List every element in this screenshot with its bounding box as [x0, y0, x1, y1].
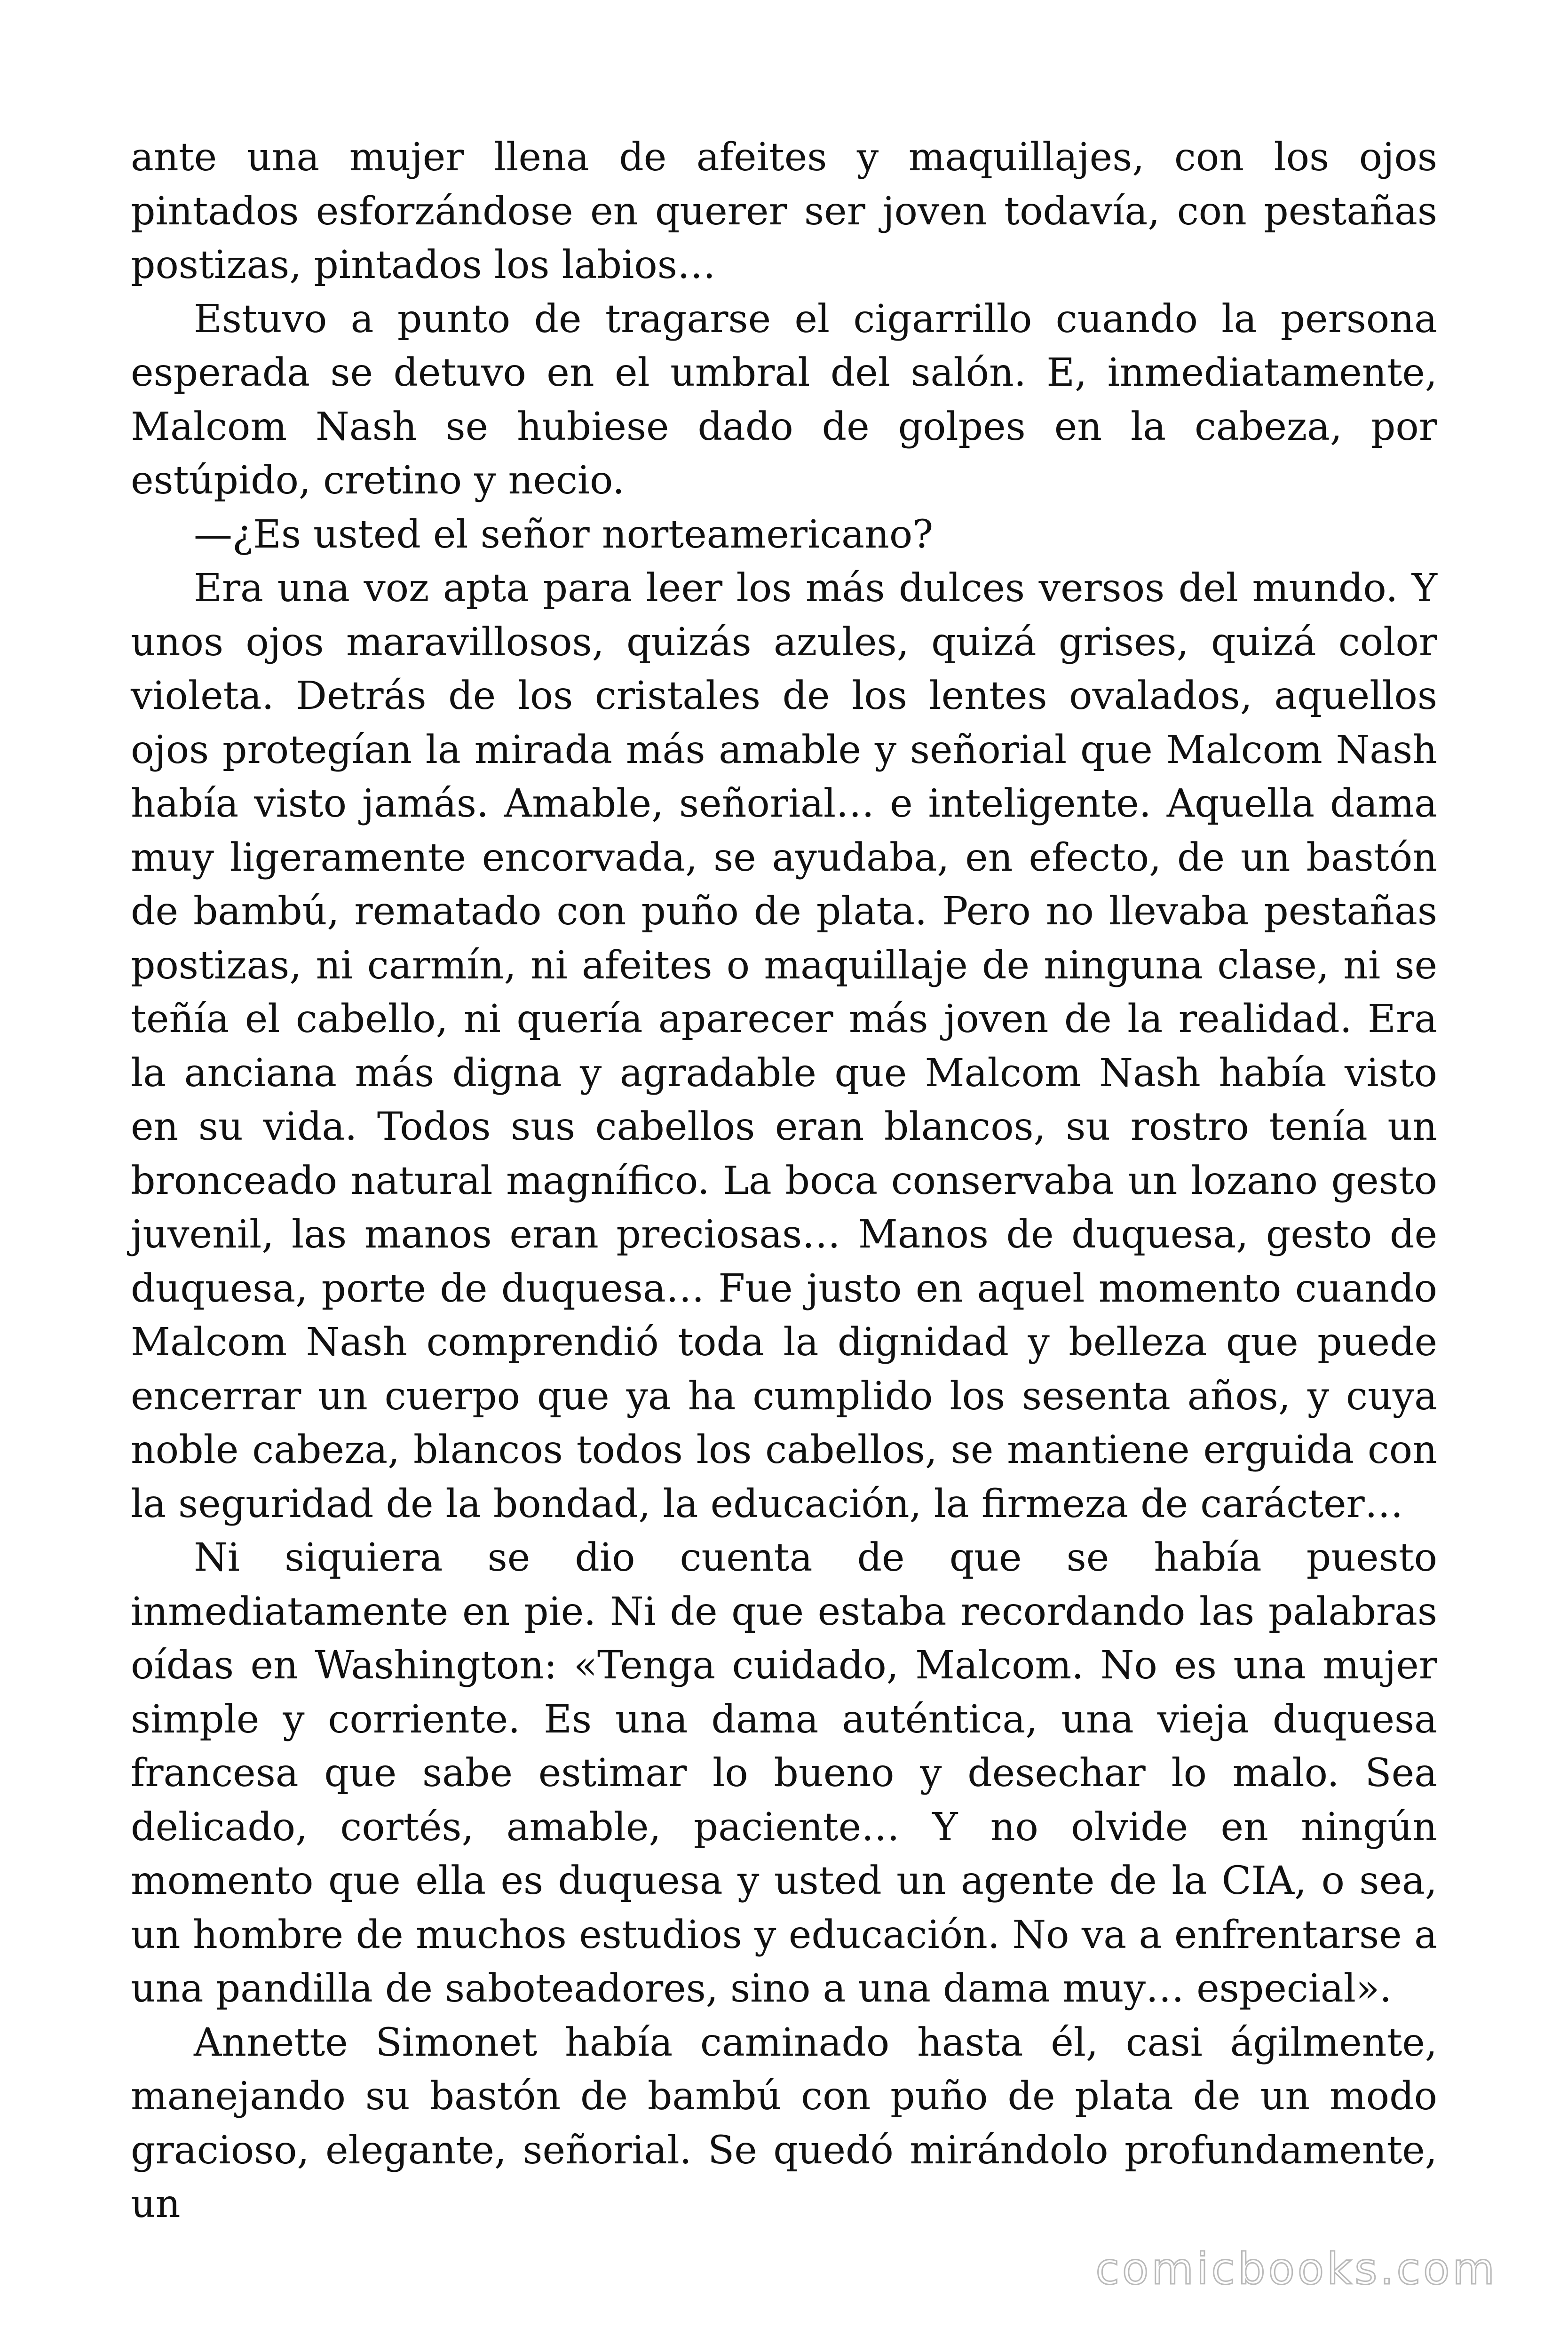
paragraph: Estuvo a punto de tragarse el cigarrillo cuando la persona esperada se detuvo en el umbral del salón. E, inmediatamente, Malcom Nash se hubiese dado de golpes en la cabeza, por estúpido, cretino y necio. — [131, 296, 1437, 503]
paragraph-continuation: ante una mujer llena de afeites y maquillajes, con los ojos pintados esforzándose en querer ser joven todavía, con pestañas postizas, pintados los labios… — [131, 135, 1437, 287]
page-body — [131, 131, 1437, 2232]
paragraph-dialogue: —¿Es usted el señor norteamericano? — [194, 512, 934, 557]
paragraph: Annette Simonet había caminado hasta él, casi ágilmente, manejando su bastón de bambú con puño de plata de un modo gracioso, elegante, señorial. Se quedó mirándolo profundamente, un — [131, 2020, 1437, 2226]
paragraph: Ni siquiera se dio cuenta de que se había puesto inmediatamente en pie. Ni de que estaba recordando las palabras oídas en Washington: «Tenga cuidado, Malcom. No es una mujer simple y corriente. Es una dama auténtica, una vieja duquesa francesa que sabe estimar lo bueno y desechar lo malo. Sea delicado, cortés, amable, paciente… Y no olvide en ningún momento que ella es duquesa y usted un agente de la CIA, o sea, un hombre de muchos estudios y educación. No va a enfrentarse a una pandilla de saboteadores, sino a una dama muy… especial». — [131, 1535, 1437, 2011]
watermark: comicbooks.com — [1095, 2244, 1497, 2294]
paragraph: Era una voz apta para leer los más dulces versos del mundo. Y unos ojos maravillosos, quizás azules, quizá grises, quizá color violeta. Detrás de los cristales de los lentes ovalados, aquellos ojos protegían la mirada más amable y señorial que Malcom Nash había visto jamás. Amable, señorial… e inteligente. Aquella dama muy ligeramente encorvada, se ayudaba, en efecto, de un bastón de bambú, rematado con puño de plata. Pero no llevaba pestañas postizas, ni carmín, ni afeites o maquillaje de ninguna clase, ni se teñía el cabello, ni quería aparecer más joven de la realidad. Era la anciana más digna y agradable que Malcom Nash había visto en su vida. Todos sus cabellos eran blancos, su rostro tenía un bronceado natural magnífico. La boca conservaba un lozano gesto juvenil, las manos eran preciosas… Manos de duquesa, gesto de duquesa, porte de duquesa… Fue justo en aquel momento cuando Malcom Nash comprendió toda la dignidad y belleza que puede encerrar un cuerpo que ya ha cumplido los sesenta años, y cuya noble cabeza, blancos todos los cabellos, se mantiene erguida con la seguridad de la bondad, la educación, la firmeza de carácter… — [131, 566, 1437, 1526]
